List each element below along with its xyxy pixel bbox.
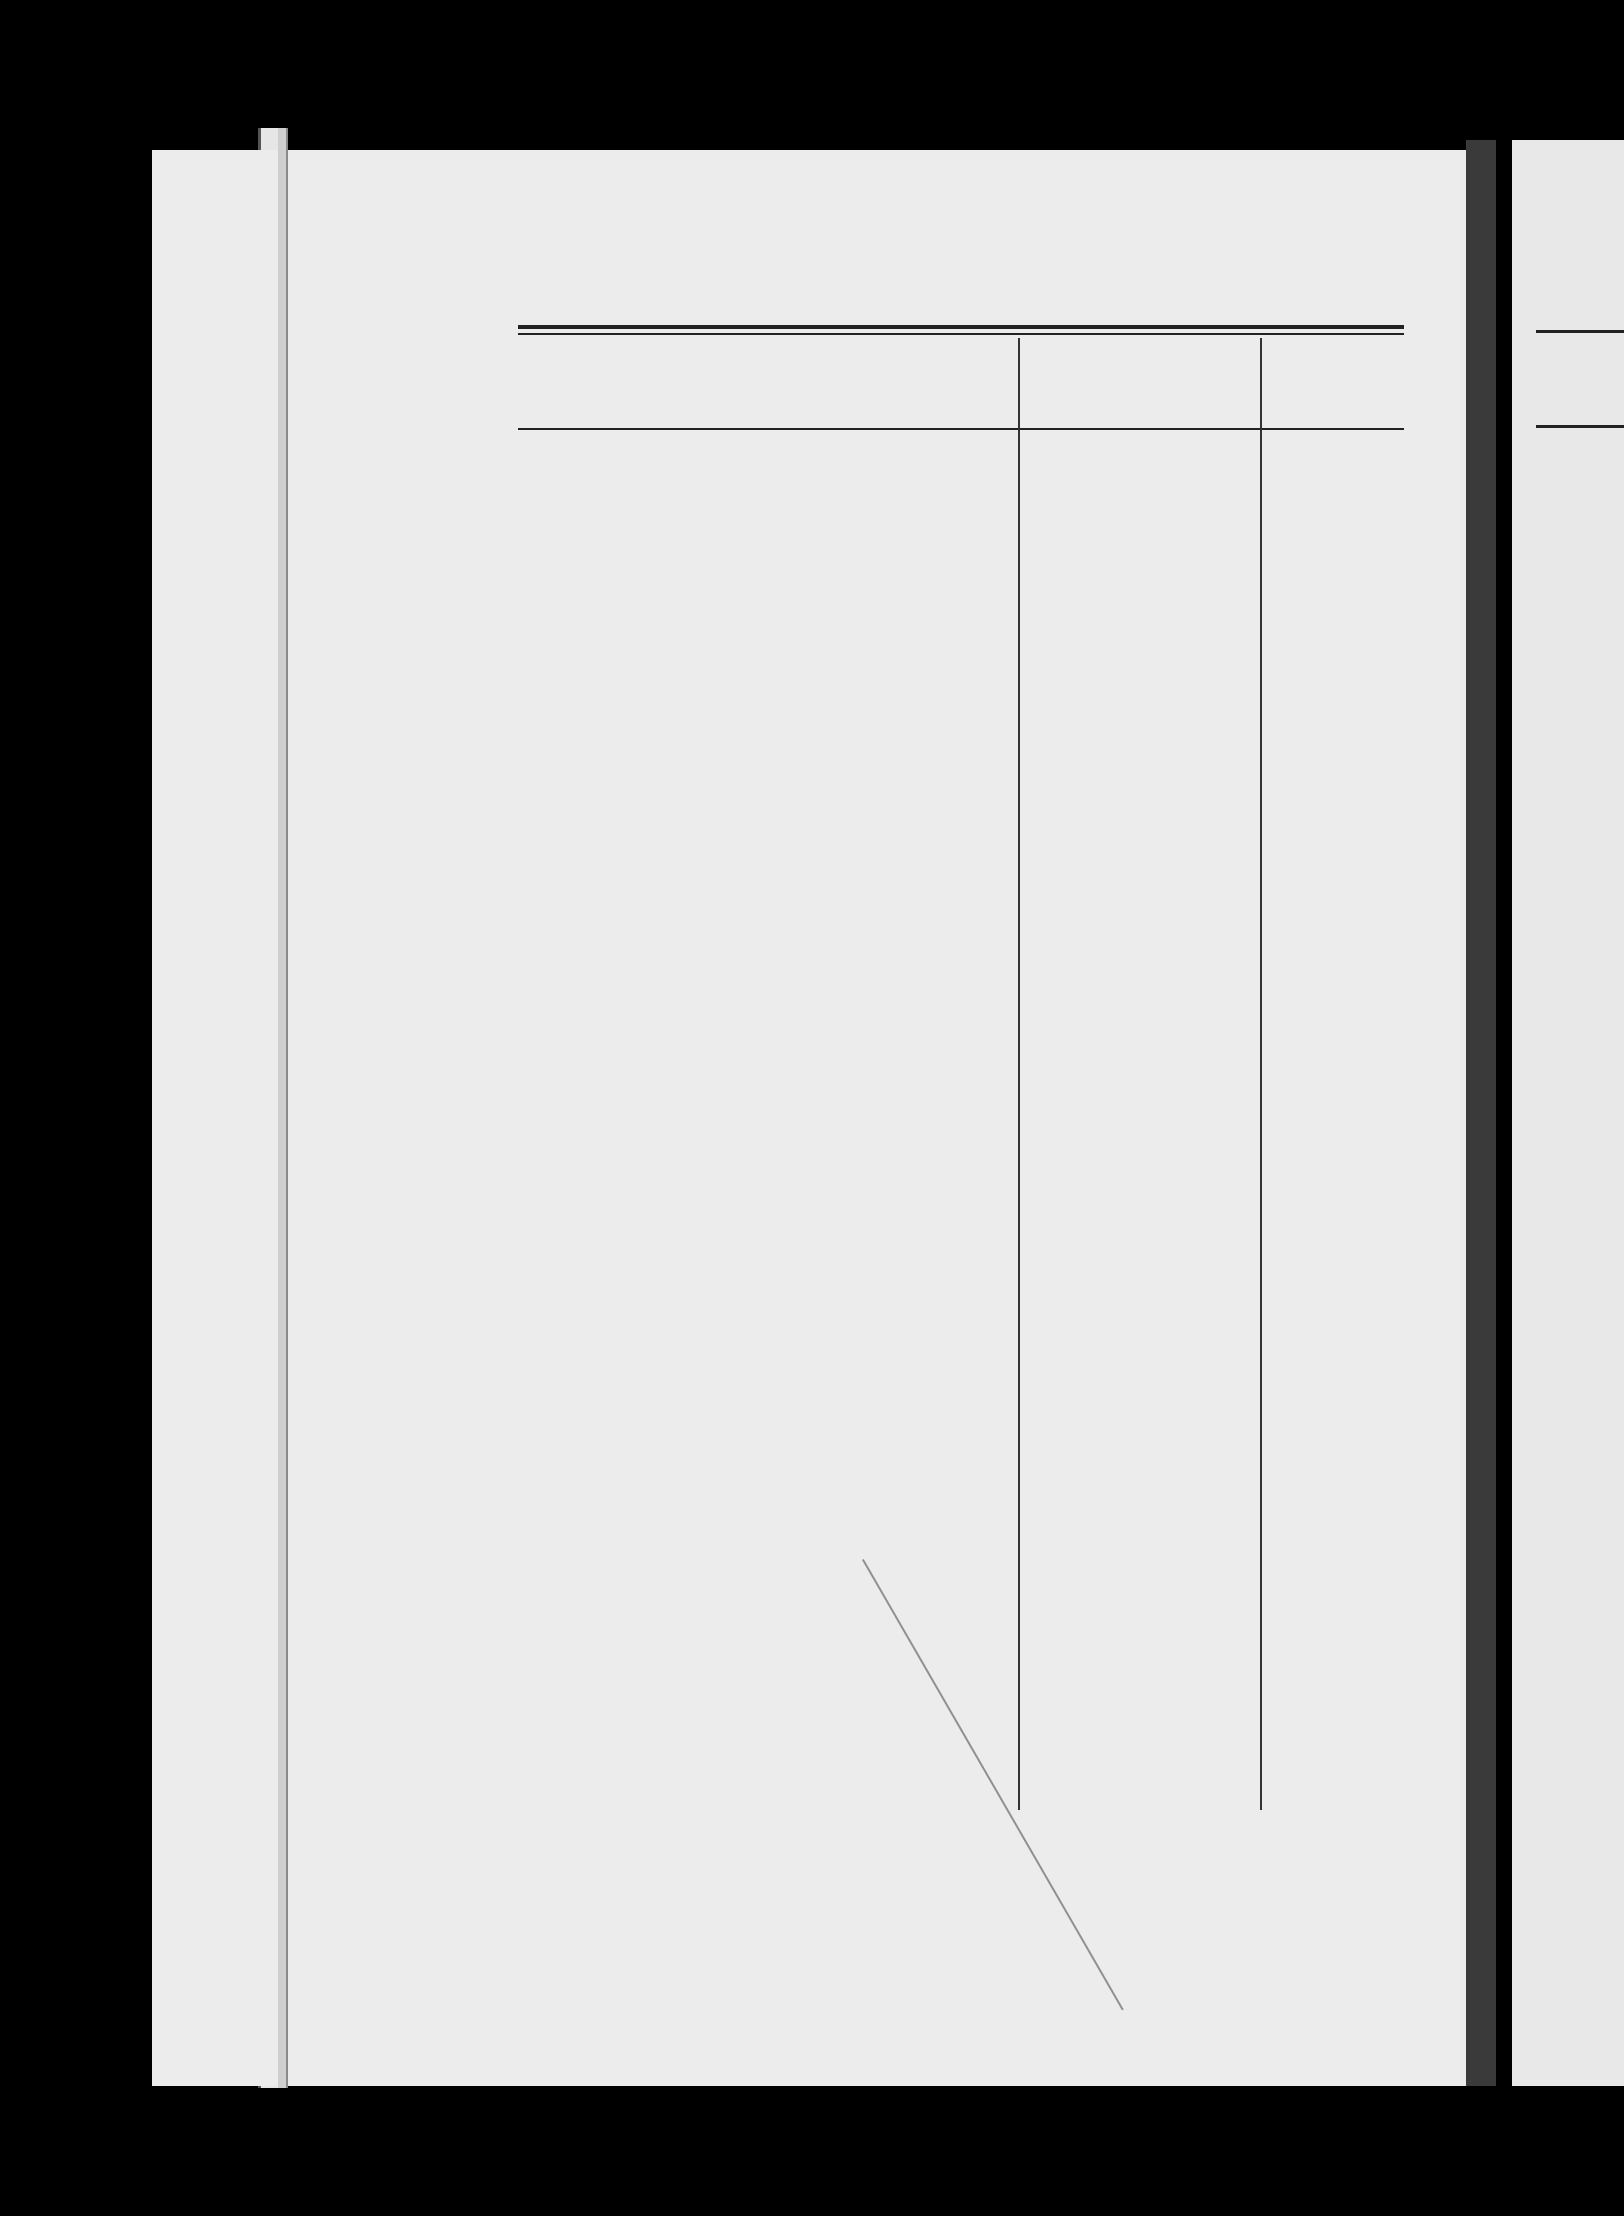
facing-page-rule	[1536, 425, 1624, 428]
column-divider-names-residence	[1018, 338, 1020, 1810]
book-gutter	[1466, 140, 1496, 2086]
column-divider-residence-shares	[1260, 338, 1262, 1810]
header-rule-bottom	[518, 428, 1404, 430]
facing-page-rule	[1536, 330, 1624, 333]
facing-page-fragment	[1512, 140, 1624, 2086]
header-rule-top-thin	[518, 333, 1404, 335]
book-page	[152, 150, 1482, 2086]
header-rule-top	[518, 325, 1404, 329]
page-inner-edge	[278, 128, 288, 2088]
